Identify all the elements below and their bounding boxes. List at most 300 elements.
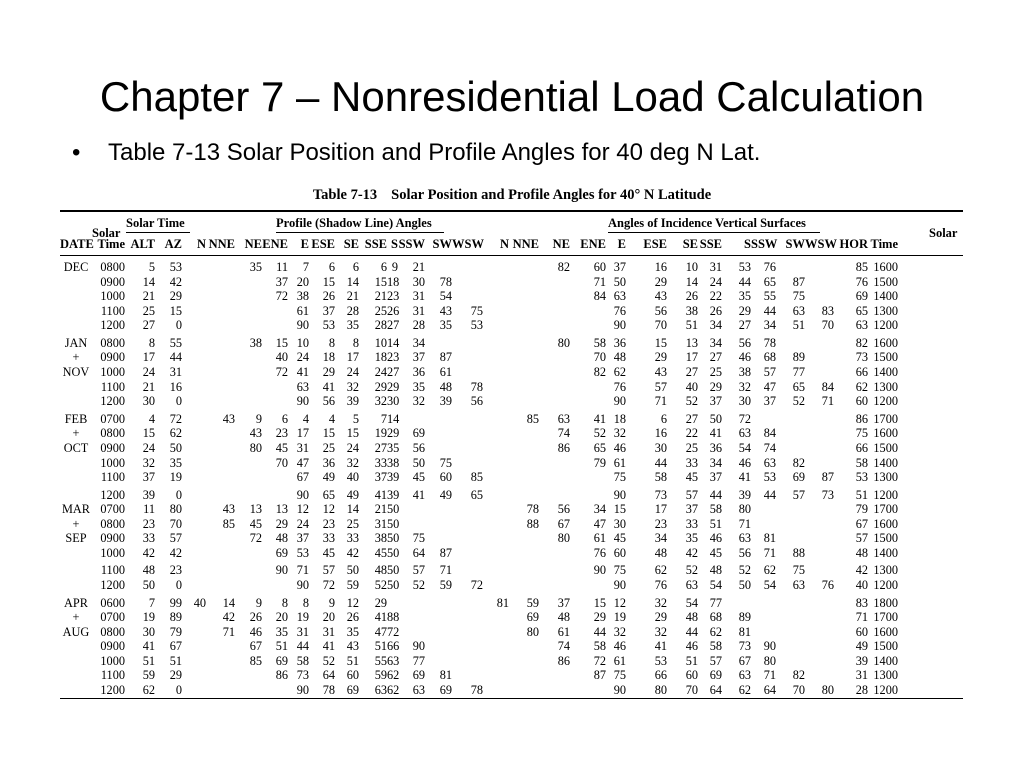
table-cell: 20: [322, 610, 335, 625]
table-cell: 86: [275, 668, 288, 683]
table-cell: [425, 517, 452, 532]
table-cell: 24: [142, 440, 155, 455]
table-cell: [425, 502, 452, 517]
table-cell: 43: [654, 289, 667, 304]
table-cell: 76: [855, 274, 868, 289]
table-cell: 77: [412, 653, 425, 668]
table-cell: [398, 517, 425, 532]
table-cell: 51: [685, 653, 698, 668]
table-cell: 47: [296, 455, 309, 470]
table-cell: 1200: [873, 683, 898, 698]
table-cell: 48: [685, 610, 698, 625]
table-cell: 53: [470, 318, 483, 333]
profile-angles-underline: [276, 232, 444, 233]
table-cell: 19: [169, 470, 182, 485]
table-cell: 0: [175, 487, 182, 502]
table-cell: 58: [709, 502, 722, 517]
table-cell: 40: [193, 595, 206, 610]
table-cell: 62: [855, 379, 868, 394]
table-cell: [776, 412, 805, 427]
table-cell: [452, 654, 483, 669]
table-cell: 15: [322, 274, 335, 289]
table-cell: [235, 470, 262, 485]
table-cell: 80: [249, 440, 262, 455]
table-cell: 58: [654, 470, 667, 485]
table-cell: 78: [526, 502, 539, 517]
table-cell: 31: [296, 440, 309, 455]
table-cell: 1300: [873, 379, 898, 394]
table-cell: 50: [387, 578, 400, 593]
table-cell: 71: [296, 563, 309, 578]
table-body: [60, 260, 963, 698]
table-cell: 82: [593, 365, 606, 380]
table-cell: 1500: [873, 350, 898, 365]
table-cell: 1600: [873, 335, 898, 350]
table-cell: [182, 380, 206, 395]
table-cell: 51: [792, 318, 805, 333]
table-cell: [539, 456, 570, 471]
table-cell: [452, 260, 483, 275]
table-cell: 99: [169, 595, 182, 610]
table-cell: 72: [169, 411, 182, 426]
table-cell: 56: [738, 335, 751, 350]
table-cell: [570, 488, 606, 503]
table-cell: 33: [685, 516, 698, 531]
table-row: [60, 654, 963, 669]
table-cell: 43: [249, 426, 262, 441]
table-cell: 80: [763, 653, 776, 668]
table-cell: 70: [792, 683, 805, 698]
incidence-angles-group-header: Angles of Incidence Vertical Surfaces: [608, 216, 806, 230]
table-cell: 17: [296, 426, 309, 441]
table-cell: [425, 260, 452, 275]
table-cell: 39: [346, 394, 359, 409]
table-cell: 25: [685, 440, 698, 455]
table-cell: 33: [374, 455, 387, 470]
date-cell: [60, 304, 92, 319]
table-cell: [483, 639, 509, 654]
table-cell: 80: [738, 502, 751, 517]
table-cell: 41: [412, 487, 425, 502]
table-cell: 6: [380, 260, 387, 274]
table-cell: 54: [763, 578, 776, 593]
table-cell: 5: [352, 411, 359, 426]
table-cell: 79: [169, 624, 182, 639]
table-cell: 56: [470, 394, 483, 409]
table-cell: 75: [613, 668, 626, 683]
table-cell: 48: [855, 545, 868, 560]
table-cell: 30: [654, 440, 667, 455]
table-cell: 1300: [873, 563, 898, 578]
table-cell: 1300: [873, 668, 898, 683]
table-cell: 19: [613, 610, 626, 625]
table-cell: [206, 365, 235, 380]
table-cell: 39: [738, 487, 751, 502]
table-cell: 58: [296, 653, 309, 668]
table-cell: 67: [249, 639, 262, 654]
table-header-rule: [60, 255, 963, 256]
table-cell: 23: [387, 350, 400, 365]
table-cell: 22: [709, 289, 722, 304]
table-cell: 36: [412, 365, 425, 380]
table-cell: [483, 394, 509, 409]
table-cell: 15: [346, 426, 359, 441]
table-cell: [509, 394, 539, 409]
table-cell: [206, 289, 235, 304]
column-header: E: [300, 237, 309, 251]
table-cell: [206, 318, 235, 333]
table-cell: 26: [322, 289, 335, 304]
table-cell: [539, 289, 570, 304]
table-cell: 42: [346, 545, 359, 560]
table-cell: [182, 260, 206, 275]
table-cell: [805, 260, 834, 275]
table-cell: 29: [169, 668, 182, 683]
table-cell: 39: [439, 394, 452, 409]
table-cell: [805, 596, 834, 611]
table-cell: 81: [496, 595, 509, 610]
table-cell: [509, 456, 539, 471]
table-cell: 77: [792, 365, 805, 380]
table-cell: [539, 488, 570, 503]
table-cell: 63: [685, 578, 698, 593]
table-row: [60, 380, 963, 395]
table-cell: 49: [439, 487, 452, 502]
table-cell: 39: [855, 653, 868, 668]
date-cell: APR: [64, 595, 88, 610]
solar-time-cell: 1000: [100, 545, 125, 560]
table-cell: 34: [654, 531, 667, 546]
table-cell: 4: [302, 411, 309, 426]
table-cell: 89: [738, 610, 751, 625]
table-cell: 69: [346, 683, 359, 698]
table-cell: 1200: [873, 487, 898, 502]
table-cell: [805, 563, 834, 578]
table-cell: 51: [346, 653, 359, 668]
date-cell: [60, 563, 92, 578]
table-cell: 51: [169, 653, 182, 668]
column-header: WSW: [805, 237, 837, 251]
table-cell: [452, 668, 483, 683]
column-header: AZ: [164, 237, 182, 251]
table-cell: [539, 563, 570, 578]
solar-time-cell: 1100: [100, 563, 125, 578]
table-cell: 42: [222, 610, 235, 625]
date-cell: OCT: [63, 440, 89, 455]
table-cell: [776, 610, 805, 625]
table-cell: 33: [322, 531, 335, 546]
table-cell: 18: [374, 350, 387, 365]
date-cell: [60, 394, 92, 409]
table-cell: [722, 596, 751, 611]
table-cell: 34: [709, 318, 722, 333]
date-cell: JAN: [64, 335, 88, 350]
table-cell: [539, 668, 570, 683]
table-cell: 69: [412, 668, 425, 683]
table-cell: 76: [821, 578, 834, 593]
solar-time-group-header: Solar Time: [126, 216, 185, 230]
table-cell: 90: [613, 578, 626, 593]
table-cell: 41: [738, 470, 751, 485]
table-cell: [452, 289, 483, 304]
table-cell: 6: [281, 411, 288, 426]
table-cell: 65: [322, 487, 335, 502]
table-cell: 50: [346, 563, 359, 578]
table-cell: 9: [391, 260, 398, 274]
table-cell: 62: [763, 563, 776, 578]
table-cell: [509, 683, 539, 698]
table-cell: 1400: [873, 365, 898, 380]
table-cell: 56: [654, 303, 667, 318]
column-header: SW: [785, 237, 805, 251]
table-cell: 8: [302, 595, 309, 610]
table-cell: 15: [169, 303, 182, 318]
table-cell: 84: [593, 289, 606, 304]
column-header: ESE: [311, 237, 335, 251]
table-cell: 15: [613, 502, 626, 517]
table-cell: [206, 380, 235, 395]
table-cell: [483, 456, 509, 471]
table-cell: 14: [387, 411, 400, 426]
table-cell: [751, 596, 776, 611]
table-bottom-rule: [60, 698, 963, 699]
table-cell: 12: [346, 595, 359, 610]
table-cell: [452, 546, 483, 561]
table-cell: 58: [709, 639, 722, 654]
table-cell: 71: [855, 610, 868, 625]
table-cell: 0: [175, 683, 182, 698]
table-row: [60, 275, 963, 290]
table-cell: 1500: [873, 639, 898, 654]
table-cell: 90: [296, 394, 309, 409]
table-cell: 26: [387, 303, 400, 318]
table-cell: 61: [613, 653, 626, 668]
table-cell: 31: [374, 516, 387, 531]
table-cell: 40: [685, 379, 698, 394]
table-row: [60, 289, 963, 304]
table-cell: [262, 380, 288, 395]
table-cell: [751, 412, 776, 427]
table-cell: 90: [613, 683, 626, 698]
table-cell: [235, 546, 262, 561]
table-cell: [509, 365, 539, 380]
table-cell: 76: [654, 578, 667, 593]
table-cell: [776, 426, 805, 441]
date-cell: MAR: [61, 502, 91, 517]
table-cell: 62: [738, 683, 751, 698]
table-cell: 1500: [873, 274, 898, 289]
table-cell: [182, 470, 206, 485]
table-label: Table 7-13: [312, 187, 378, 203]
table-cell: 70: [654, 318, 667, 333]
table-cell: [235, 318, 262, 333]
table-cell: [539, 365, 570, 380]
table-cell: [509, 563, 539, 578]
table-cell: [483, 654, 509, 669]
table-cell: [483, 365, 509, 380]
table-cell: [182, 563, 206, 578]
table-row: [60, 470, 963, 485]
table-cell: 63: [374, 683, 387, 698]
table-cell: [539, 350, 570, 365]
solar-time-cell: 1200: [100, 394, 125, 409]
table-cell: 53: [654, 653, 667, 668]
bullet-text: Table 7-13 Solar Position and Profile Angles for 40 deg N Lat.: [108, 139, 761, 166]
column-header: ENE: [262, 237, 288, 251]
table-cell: [235, 275, 262, 290]
date-cell: [60, 488, 92, 503]
table-cell: 37: [763, 394, 776, 409]
table-cell: [483, 517, 509, 532]
date-cell: [60, 639, 92, 654]
table-cell: [805, 412, 834, 427]
date-cell: [60, 275, 92, 290]
table-cell: [483, 531, 509, 546]
table-cell: 80: [654, 683, 667, 698]
solar-time-cell: 0900: [100, 531, 125, 546]
solar-time-cell: 1200: [100, 683, 125, 698]
table-cell: [425, 426, 452, 441]
table-cell: [483, 275, 509, 290]
table-cell: 30: [387, 394, 400, 409]
table-cell: 53: [738, 260, 751, 274]
table-cell: 8: [352, 335, 359, 350]
table-cell: 41: [142, 639, 155, 654]
table-cell: 10: [296, 335, 309, 350]
table-cell: [776, 517, 805, 532]
table-cell: [206, 456, 235, 471]
table-cell: [425, 531, 452, 546]
table-cell: 1200: [873, 394, 898, 409]
table-cell: 49: [322, 470, 335, 485]
table-cell: 72: [593, 653, 606, 668]
table-cell: [509, 350, 539, 365]
table-row: [60, 563, 963, 578]
column-header: NE: [244, 237, 262, 251]
table-cell: 32: [346, 379, 359, 394]
table-cell: [452, 275, 483, 290]
table-cell: [805, 546, 834, 561]
table-cell: [509, 426, 539, 441]
table-cell: 84: [763, 426, 776, 441]
table-cell: 65: [470, 487, 483, 502]
table-cell: [570, 394, 606, 409]
solar-time-cell: 0700: [100, 502, 125, 517]
date-cell: +: [72, 610, 80, 625]
table-cell: 29: [738, 303, 751, 318]
table-cell: 32: [654, 595, 667, 610]
table-cell: 75: [439, 455, 452, 470]
table-cell: 41: [322, 639, 335, 654]
table-cell: 37: [557, 595, 570, 610]
solar-time-cell: 0700: [100, 411, 125, 426]
table-cell: 25: [322, 440, 335, 455]
table-cell: 33: [142, 531, 155, 546]
column-header: E: [617, 237, 626, 251]
table-cell: 90: [412, 639, 425, 654]
table-cell: 35: [439, 318, 452, 333]
solar-time-cell: 0900: [100, 639, 125, 654]
table-cell: 50: [169, 440, 182, 455]
table-cell: [805, 426, 834, 441]
table-cell: 51: [685, 318, 698, 333]
table-cell: [509, 531, 539, 546]
table-cell: 78: [439, 274, 452, 289]
table-cell: 61: [439, 365, 452, 380]
table-cell: [262, 578, 288, 593]
table-cell: 21: [374, 289, 387, 304]
column-header: SSE: [699, 237, 722, 251]
table-cell: 33: [685, 455, 698, 470]
table-cell: 60: [685, 668, 698, 683]
table-row: [60, 488, 963, 503]
table-cell: [206, 350, 235, 365]
table-caption: Solar Position and Profile Angles for 40° N Latitude: [391, 187, 712, 203]
table-cell: 61: [593, 531, 606, 546]
table-cell: 57: [322, 563, 335, 578]
date-cell: [60, 683, 92, 698]
table-cell: 71: [763, 545, 776, 560]
table-cell: 9: [255, 411, 262, 426]
table-cell: 28: [412, 318, 425, 333]
column-header: NNE: [512, 237, 539, 251]
table-cell: [483, 563, 509, 578]
table-cell: 29: [374, 595, 387, 610]
table-cell: 41: [322, 379, 335, 394]
date-cell: +: [72, 350, 80, 365]
table-cell: 72: [387, 624, 400, 639]
table-cell: 38: [374, 531, 387, 546]
table-cell: [509, 318, 539, 333]
table-cell: 60: [613, 545, 626, 560]
table-cell: 63: [738, 531, 751, 546]
table-row: [60, 683, 963, 698]
table-title: [0, 186, 1024, 204]
table-cell: [235, 350, 262, 365]
table-cell: 18: [387, 274, 400, 289]
table-cell: [483, 260, 509, 275]
table-cell: 1300: [873, 303, 898, 318]
table-cell: [509, 578, 539, 593]
table-cell: 1200: [873, 578, 898, 593]
table-cell: 39: [142, 487, 155, 502]
table-cell: [452, 610, 483, 625]
date-cell: [60, 456, 92, 471]
table-cell: [262, 683, 288, 698]
table-cell: [805, 441, 834, 456]
table-cell: 12: [322, 502, 335, 517]
table-cell: 31: [855, 668, 868, 683]
table-cell: 44: [593, 624, 606, 639]
table-cell: [425, 625, 452, 640]
table-cell: 87: [439, 350, 452, 365]
table-cell: 37: [322, 303, 335, 318]
table-cell: 48: [439, 379, 452, 394]
table-cell: [398, 596, 425, 611]
table-cell: 54: [685, 595, 698, 610]
table-cell: 23: [322, 516, 335, 531]
table-cell: 62: [387, 683, 400, 698]
date-cell: FEB: [64, 411, 88, 426]
table-cell: 46: [249, 624, 262, 639]
table-cell: [539, 578, 570, 593]
table-cell: [425, 654, 452, 669]
table-cell: [235, 394, 262, 409]
table-cell: [509, 546, 539, 561]
table-cell: 62: [169, 426, 182, 441]
solar-time-cell: 0900: [100, 274, 125, 289]
table-cell: 59: [526, 595, 539, 610]
